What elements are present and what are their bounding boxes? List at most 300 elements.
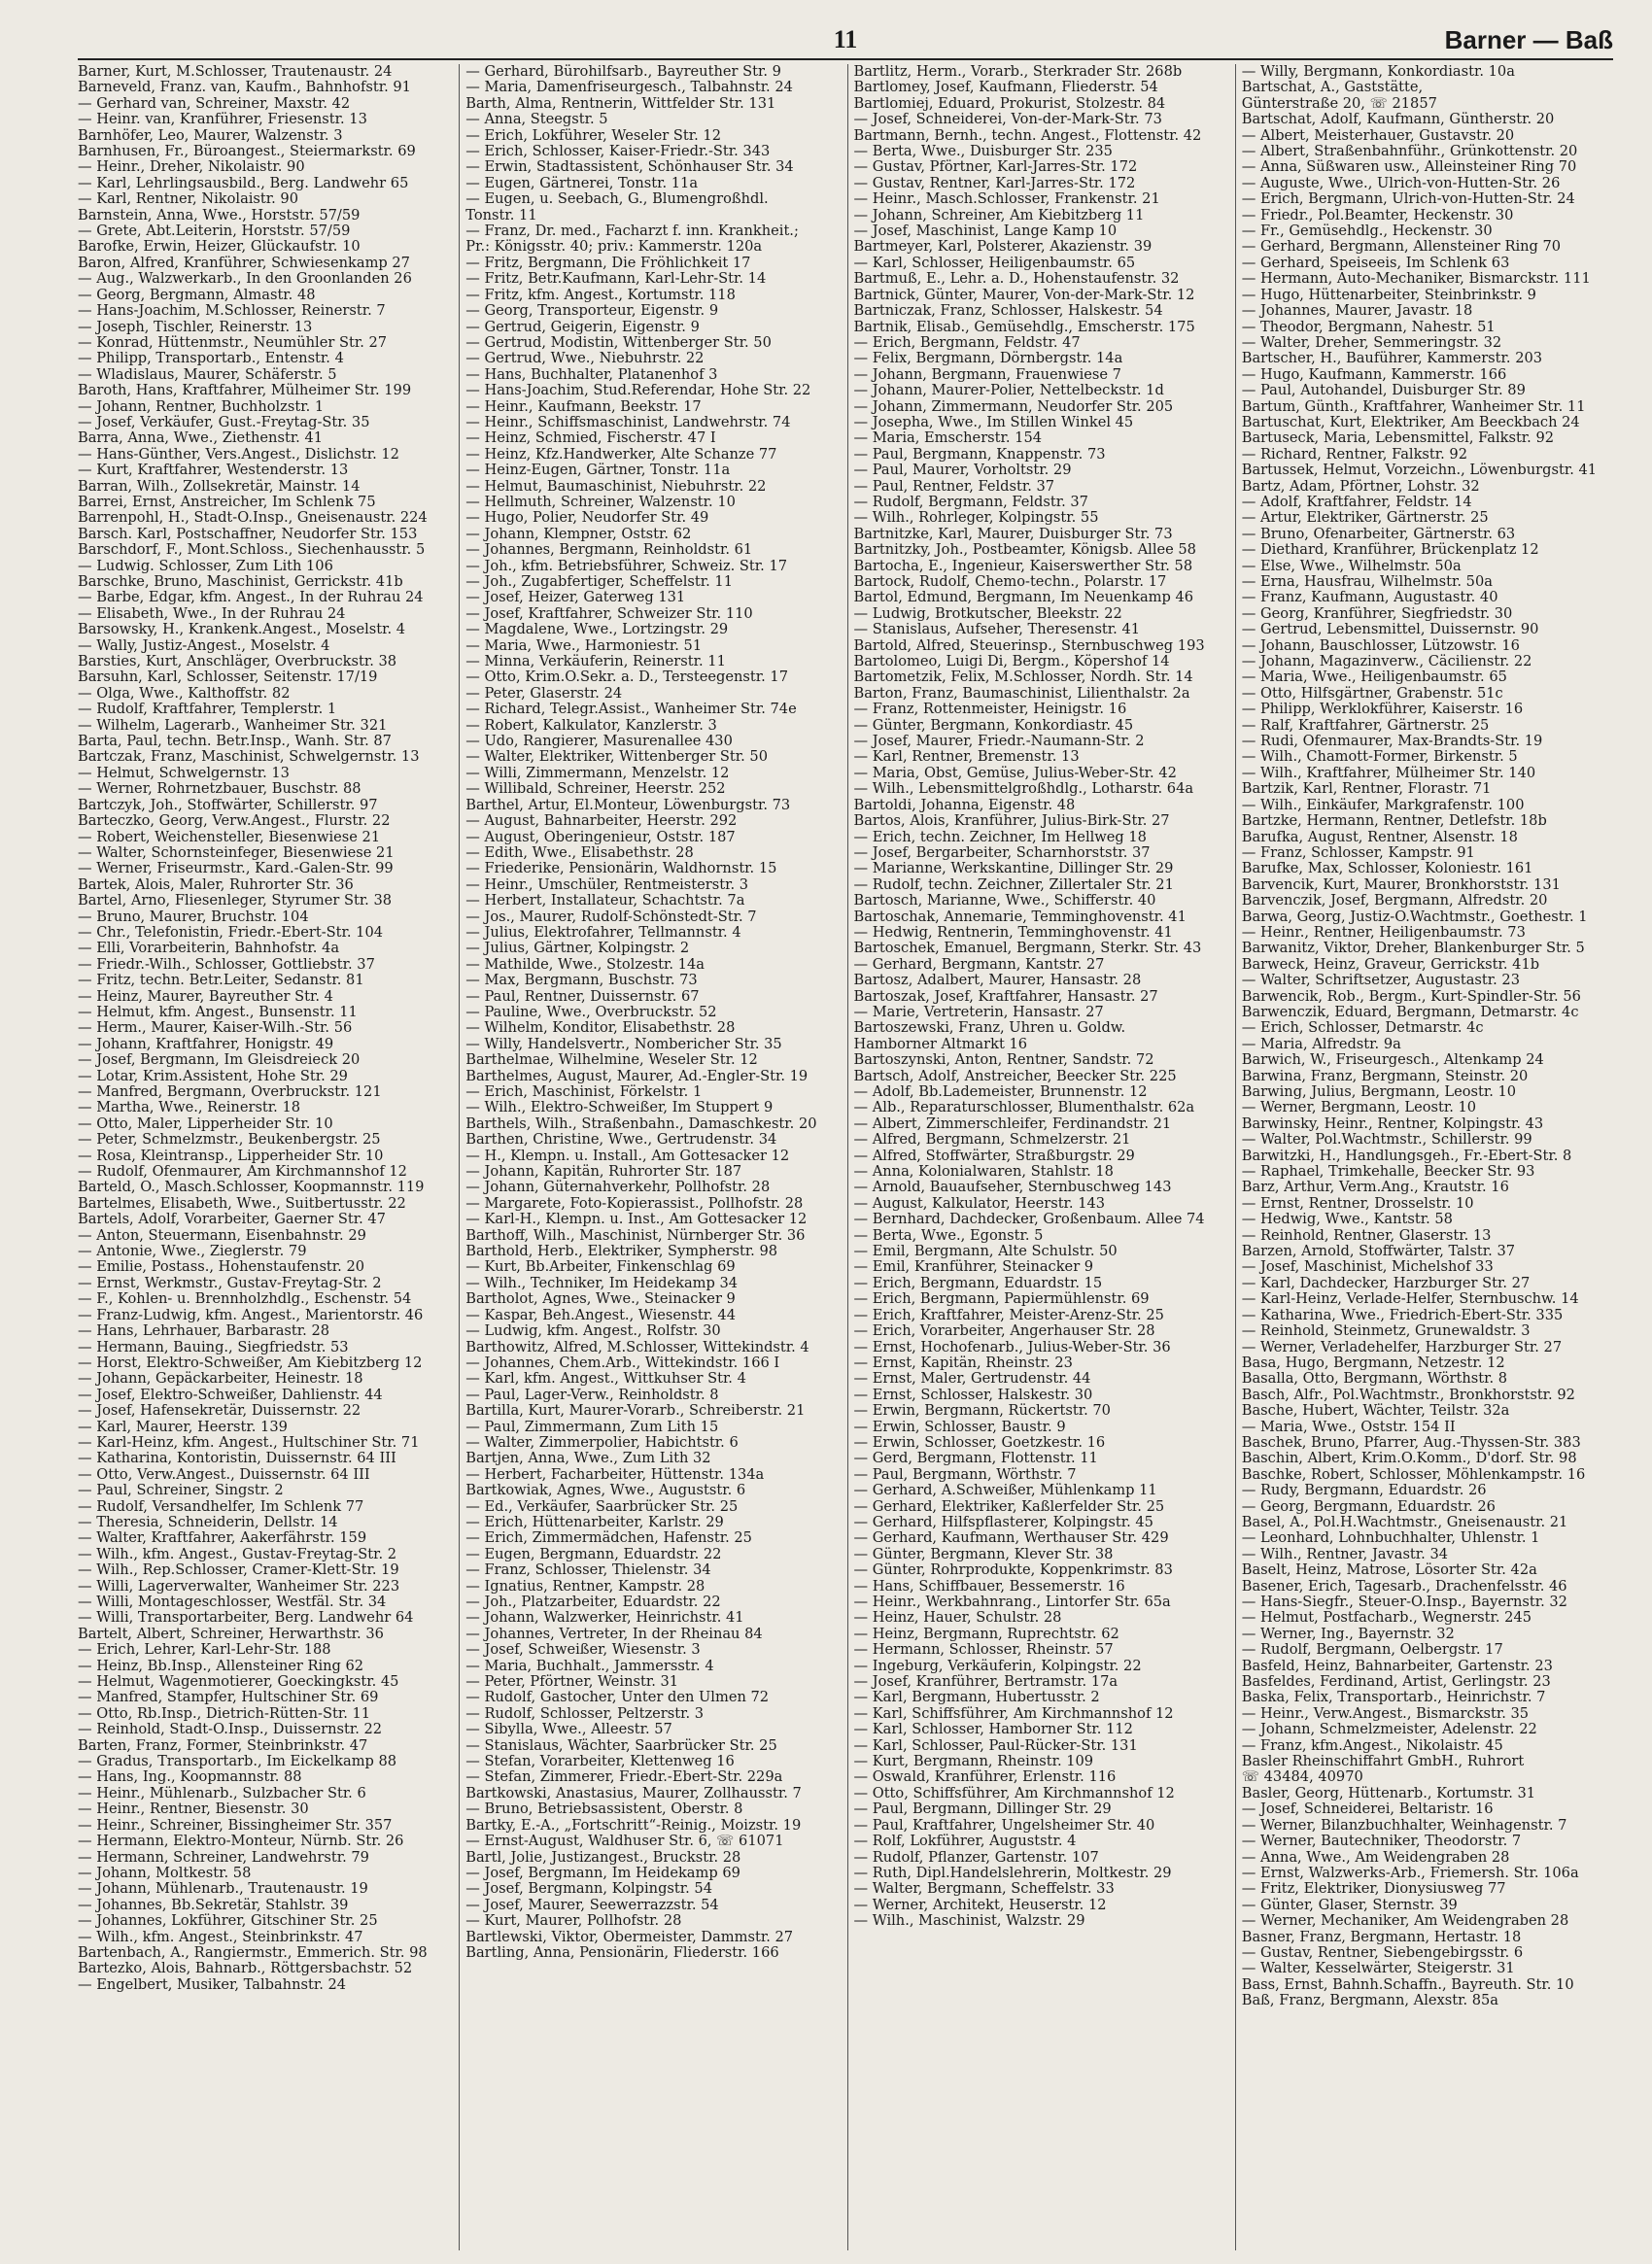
- directory-entry: — Erwin, Schlosser, Baustr. 9: [853, 1419, 1066, 1435]
- directory-entry: — Walter, Bergmann, Scheffelstr. 33: [853, 1881, 1115, 1898]
- directory-entry: — Paul, Rentner, Feldstr. 37: [853, 478, 1055, 495]
- directory-entry: — Grete, Abt.Leiterin, Horststr. 57/59: [78, 223, 351, 240]
- directory-entry: — Maria, Emscherstr. 154: [853, 430, 1043, 447]
- directory-entry: — Anna, Steegstr. 5: [465, 112, 608, 128]
- directory-entry: Barthelmae, Wilhelmine, Weseler Str. 12: [465, 1052, 758, 1069]
- directory-entry: — Werner, Bautechniker, Theodorstr. 7: [1241, 1834, 1522, 1850]
- directory-entry: Bartlitz, Herm., Vorarb., Sterkrader Str. 268b: [853, 64, 1183, 80]
- directory-entry: Bartmuß, E., Lehr. a. D., Hohenstaufenstr. 32: [853, 271, 1180, 288]
- directory-entry: — Eugen, u. Seebach, G., Blumengroßhdl.: [465, 191, 769, 208]
- directory-entry: — Paul, Zimmermann, Zum Lith 15: [465, 1419, 719, 1435]
- directory-entry: — Manfred, Bergmann, Overbruckstr. 121: [78, 1084, 382, 1100]
- directory-entry: — Johann, Kapitän, Ruhrorter Str. 187: [465, 1164, 742, 1181]
- directory-entry: — Gertrud, Lebensmittel, Duissernstr. 90: [1241, 622, 1539, 638]
- directory-entry: — Rosa, Kleintransp., Lipperheider Str. 10: [78, 1148, 384, 1164]
- directory-entry: — Maria, Obst, Gemüse, Julius-Weber-Str. 42: [853, 765, 1177, 781]
- directory-entry: — Erich, Schlosser, Detmarstr. 4c: [1241, 1020, 1484, 1037]
- directory-entry: — Erich, Lokführer, Weseler Str. 12: [465, 127, 721, 144]
- directory-entry: Barteld, O., Masch.Schlosser, Koopmannstr. 119: [78, 1180, 425, 1196]
- directory-entry: — Erich, Maschinist, Förkelstr. 1: [465, 1084, 703, 1100]
- directory-entry: — Olga, Wwe., Kalthoffstr. 82: [78, 685, 291, 702]
- directory-entry: — Alfred, Stoffwärter, Straßburgstr. 29: [853, 1148, 1135, 1164]
- directory-entry: — Werner, Ing., Bayernstr. 32: [1241, 1626, 1455, 1642]
- directory-entry: — Ralf, Kraftfahrer, Gärtnerstr. 25: [1241, 717, 1490, 734]
- directory-entry: — Wilh., Rentner, Javastr. 34: [1241, 1546, 1449, 1562]
- directory-entry: — Johann, Moltkestr. 58: [78, 1865, 252, 1881]
- directory-entry: Baschin, Albert, Krim.O.Komm., D'dorf. Str. 98: [1241, 1451, 1577, 1467]
- directory-entry: — Wilh., Rohrleger, Kolpingstr. 55: [853, 510, 1099, 527]
- directory-entry: — Albert, Straßenbahnführ., Grünkottenstr. 20: [1241, 144, 1578, 160]
- directory-entry: — Gerd, Bergmann, Flottenstr. 11: [853, 1451, 1098, 1467]
- directory-entry: — Herbert, Installateur, Schachtstr. 7a: [465, 893, 745, 909]
- directory-entry: — Barbe, Edgar, kfm. Angest., In der Ruhrau 24: [78, 590, 424, 606]
- directory-entry: — Stefan, Zimmerer, Friedr.-Ebert-Str. 229a: [465, 1769, 783, 1786]
- directory-entry: — Gertrud, Wwe., Niebuhrstr. 22: [465, 351, 705, 367]
- column-2: [459, 64, 837, 2250]
- directory-entry: Barvenczik, Josef, Bergmann, Alfredstr. 20: [1241, 893, 1548, 909]
- directory-entry: — Stanislaus, Wächter, Saarbrücker Str. 25: [465, 1737, 777, 1754]
- directory-entry: Barthen, Christine, Wwe., Gertrudenstr. 34: [465, 1132, 777, 1149]
- directory-entry: Pr.: Königsstr. 40; priv.: Kammerstr. 120a: [465, 239, 763, 256]
- directory-entry: — Gertrud, Modistin, Wittenberger Str. 50: [465, 334, 772, 351]
- directory-entry: — Antonie, Wwe., Zieglerstr. 79: [78, 1244, 307, 1260]
- directory-entry: — Rudi, Ofenmaurer, Max-Brandts-Str. 19: [1241, 734, 1543, 750]
- directory-entry: — Karl, Rentner, Bremenstr. 13: [853, 749, 1080, 766]
- directory-entry: Bartkowski, Anastasius, Maurer, Zollhausstr. 7: [465, 1785, 802, 1801]
- directory-entry: — Hugo, Polier, Neudorfer Str. 49: [465, 510, 709, 527]
- directory-entry: — Erich, Kraftfahrer, Meister-Arenz-Str. 25: [853, 1307, 1164, 1323]
- directory-entry: — Walter, Kesselwärter, Steigerstr. 31: [1241, 1961, 1515, 1977]
- directory-entry: — August, Oberingenieur, Oststr. 187: [465, 829, 736, 845]
- directory-entry: — Arnold, Bauaufseher, Sternbuschweg 143: [853, 1180, 1172, 1196]
- directory-entry: — Hermann, Elektro-Monteur, Nürnb. Str. 26: [78, 1834, 404, 1850]
- page-number: 11: [833, 25, 858, 53]
- directory-entry: — Erich, Hüttenarbeiter, Karlstr. 29: [465, 1514, 724, 1530]
- directory-entry: — Ludwig. Schlosser, Zum Lith 106: [78, 558, 333, 574]
- directory-entry: — Stanislaus, Aufseher, Theresenstr. 41: [853, 622, 1141, 638]
- directory-entry: — Georg, Transporteur, Eigenstr. 9: [465, 303, 719, 320]
- directory-entry: — Georg, Bergmann, Eduardstr. 26: [1241, 1498, 1496, 1515]
- directory-entry: — Maria, Alfredstr. 9a: [1241, 1036, 1401, 1052]
- directory-entry: — Edith, Wwe., Elisabethstr. 28: [465, 844, 694, 861]
- directory-entry: — Gerhard, Elektriker, Kaßlerfelder Str. 25: [853, 1498, 1165, 1515]
- directory-entry: — Emilie, Postass., Hohenstaufenstr. 20: [78, 1259, 365, 1276]
- directory-entry: — Ernst, Schlosser, Halskestr. 30: [853, 1387, 1093, 1403]
- directory-entry: — Johannes, Lokführer, Gitschiner Str. 25: [78, 1913, 378, 1930]
- directory-entry: — Lotar, Krim.Assistent, Hohe Str. 29: [78, 1068, 348, 1084]
- directory-entry: — Wilhelm, Konditor, Elisabethstr. 28: [465, 1020, 736, 1037]
- directory-entry: — Rudolf, Bergmann, Feldstr. 37: [853, 494, 1088, 510]
- directory-entry: — Johann, Walzwerker, Heinrichstr. 41: [465, 1610, 744, 1627]
- directory-entry: — Marie, Vertreterin, Hansastr. 27: [853, 1004, 1104, 1020]
- directory-entry: — Maria, Damenfriseurgesch., Talbahnstr. 24: [465, 80, 793, 96]
- directory-entry: Barufke, Max, Schlosser, Koloniestr. 161: [1241, 861, 1533, 877]
- directory-entry: Basche, Hubert, Wächter, Teilstr. 32a: [1241, 1403, 1510, 1420]
- directory-entry: Barthel, Artur, El.Monteur, Löwenburgstr. 73: [465, 797, 791, 813]
- directory-entry: — Rudolf, Versandhelfer, Im Schlenk 77: [78, 1498, 364, 1515]
- directory-entry: Bartscher, H., Bauführer, Kammerstr. 203: [1241, 351, 1543, 367]
- directory-entry: — Albert, Meisterhauer, Gustavstr. 20: [1241, 127, 1515, 144]
- directory-entry: — Fritz, kfm. Angest., Kortumstr. 118: [465, 287, 736, 303]
- directory-entry: Bartelmes, Elisabeth, Wwe., Suitbertusstr. 22: [78, 1195, 406, 1212]
- directory-entry: — Josef, Bergarbeiter, Scharnhorststr. 37: [853, 844, 1151, 861]
- directory-entry: — Franz, kfm.Angest., Nikolaistr. 45: [1241, 1737, 1503, 1754]
- directory-entry: — Rolf, Lokführer, Auguststr. 4: [853, 1834, 1077, 1850]
- directory-entry: — Rudolf, Kraftfahrer, Templerstr. 1: [78, 702, 337, 718]
- directory-entry: Günterstraße 20, ☏ 21857: [1241, 95, 1437, 112]
- directory-entry: — Ignatius, Rentner, Kampstr. 28: [465, 1578, 706, 1595]
- directory-entry: — Karl-Heinz, kfm. Angest., Hultschiner Str. 71: [78, 1434, 420, 1451]
- directory-entry: — Friedr.-Wilh., Schlosser, Gottliebstr. 37: [78, 956, 375, 973]
- directory-entry: — Hans, Schiffbauer, Bessemerstr. 16: [853, 1578, 1125, 1595]
- directory-entry: Barwing, Julius, Bergmann, Leostr. 10: [1241, 1084, 1517, 1100]
- directory-entry: — Heinz, Kfz.Handwerker, Alte Schanze 77: [465, 446, 777, 463]
- directory-entry: — Josepha, Wwe., Im Stillen Winkel 45: [853, 414, 1134, 430]
- directory-entry: Barth, Alma, Rentnerin, Wittfelder Str. 131: [465, 95, 776, 112]
- directory-entry: — Friedr., Pol.Beamter, Heckenstr. 30: [1241, 207, 1514, 223]
- directory-entry: — Erich, Lehrer, Karl-Lehr-Str. 188: [78, 1642, 331, 1659]
- directory-entry: Barton, Franz, Baumaschinist, Lilienthalstr. 2a: [853, 685, 1190, 702]
- directory-entry: Basa, Hugo, Bergmann, Netzestr. 12: [1241, 1355, 1505, 1371]
- directory-entry: — Günter, Glaser, Sternstr. 39: [1241, 1897, 1458, 1913]
- directory-entry: — Bruno, Ofenarbeiter, Gärtnerstr. 63: [1241, 526, 1516, 542]
- directory-entry: Bartilla, Kurt, Maurer-Vorarb., Schreiberstr. 21: [465, 1403, 806, 1420]
- directory-entry: Bartol, Edmund, Bergmann, Im Neuenkamp 46: [853, 590, 1194, 606]
- directory-entry: — Josef, Bergmann, Im Gleisdreieck 20: [78, 1052, 361, 1069]
- directory-entry: — Paul, Autohandel, Duisburger Str. 89: [1241, 383, 1526, 399]
- directory-entry: — Georg, Kranführer, Siegfriedstr. 30: [1241, 605, 1513, 622]
- directory-entry: Bartzke, Hermann, Rentner, Detlefstr. 18b: [1241, 813, 1547, 830]
- directory-entry: Barweck, Heinz, Graveur, Gerrickstr. 41b: [1241, 956, 1540, 973]
- directory-entry: — Heinr., Rentner, Heiligenbaumstr. 73: [1241, 924, 1526, 941]
- directory-entry: — Ruth, Dipl.Handelslehrerin, Moltkestr. 29: [853, 1865, 1172, 1881]
- directory-entry: — Walter, Schornsteinfeger, Biesenwiese 21: [78, 844, 395, 861]
- directory-entry: — Josef, Kranführer, Bertramstr. 17a: [853, 1674, 1119, 1691]
- directory-entry: Bartoszak, Josef, Kraftfahrer, Hansastr. 27: [853, 988, 1158, 1005]
- directory-entry: — Emil, Kranführer, Steinacker 9: [853, 1259, 1094, 1276]
- directory-entry: — Elli, Vorarbeiterin, Bahnhofstr. 4a: [78, 941, 340, 957]
- directory-entry: Barufka, August, Rentner, Alsenstr. 18: [1241, 829, 1518, 845]
- directory-entry: — Josef, Bergmann, Im Heidekamp 69: [465, 1865, 740, 1881]
- directory-entry: — Minna, Verkäuferin, Reinerstr. 11: [465, 654, 726, 670]
- directory-entry: — Wilh., Kraftfahrer, Mülheimer Str. 140: [1241, 765, 1536, 781]
- directory-entry: — Walter, Zimmerpolier, Habichtstr. 6: [465, 1434, 739, 1451]
- directory-entry: — Ernst, Walzwerks-Arb., Friemersh. Str. 106a: [1241, 1865, 1579, 1881]
- directory-entry: — Werner, Bilanzbuchhalter, Weinhagenstr. 7: [1241, 1817, 1567, 1834]
- directory-entry: — Ernst, Werkmstr., Gustav-Freytag-Str. 2: [78, 1275, 382, 1291]
- directory-entry: Bartlewski, Viktor, Obermeister, Dammstr. 27: [465, 1929, 794, 1945]
- directory-entry: — Kurt, Maurer, Pollhofstr. 28: [465, 1913, 682, 1930]
- directory-entry: — Artur, Elektriker, Gärtnerstr. 25: [1241, 510, 1489, 527]
- directory-entry: Barvencik, Kurt, Maurer, Bronkhorststr. 131: [1241, 876, 1561, 893]
- directory-entry: Bartschat, A., Gaststätte,: [1241, 80, 1424, 96]
- directory-entry: — Werner, Architekt, Heuserstr. 12: [853, 1897, 1107, 1913]
- directory-entry: — Hermann, Schreiner, Landwehrstr. 79: [78, 1849, 369, 1866]
- directory-entry: — Stefan, Vorarbeiter, Klettenweg 16: [465, 1754, 735, 1770]
- directory-entry: Barnstein, Anna, Wwe., Horststr. 57/59: [78, 207, 361, 223]
- directory-entry: Basalla, Otto, Bergmann, Wörthstr. 8: [1241, 1371, 1508, 1388]
- directory-entry: Barta, Paul, techn. Betr.Insp., Wanh. Str. 87: [78, 734, 392, 750]
- directory-entry: — Joh., Zugabfertiger, Scheffelstr. 11: [465, 574, 733, 590]
- directory-entry: — Josef, Elektro-Schweißer, Dahlienstr. 44: [78, 1387, 383, 1403]
- directory-entry: — Gerhard van, Schreiner, Maxstr. 42: [78, 95, 351, 112]
- directory-entry: Bartosch, Marianne, Wwe., Schifferstr. 40: [853, 893, 1156, 909]
- directory-entry: Bass, Ernst, Bahnh.Schaffn., Bayreuth. Str. 10: [1241, 1976, 1574, 1993]
- directory-entry: Bartum, Günth., Kraftfahrer, Wanheimer Str. 11: [1241, 398, 1586, 415]
- directory-entry: — Marianne, Werkskantine, Dillinger Str. 29: [853, 861, 1174, 877]
- directory-entry: — Josef, Schneiderei, Beltaristr. 16: [1241, 1801, 1494, 1818]
- directory-entry: — Ingeburg, Verkäuferin, Kolpingstr. 22: [853, 1658, 1142, 1674]
- directory-entry: — Berta, Wwe., Egonstr. 5: [853, 1227, 1044, 1244]
- directory-entry: — Helmut, Wagenmotierer, Goeckingkstr. 45: [78, 1674, 399, 1691]
- directory-entry: — Werner, Verladehelfer, Harzburger Str. 27: [1241, 1339, 1563, 1355]
- directory-entry: Basch, Alfr., Pol.Wachtmstr., Bronkhorststr. 92: [1241, 1387, 1575, 1403]
- directory-entry: — Theresia, Schneiderin, Dellstr. 14: [78, 1514, 338, 1530]
- directory-entry: — Johannes, Chem.Arb., Wittekindstr. 166 I: [465, 1355, 780, 1371]
- directory-entry: — Rudolf, Schlosser, Peltzerstr. 3: [465, 1705, 705, 1722]
- directory-entry: — Anna, Kolonialwaren, Stahlstr. 18: [853, 1164, 1114, 1181]
- directory-entry: — Margarete, Foto-Kopierassist., Pollhofstr. 28: [465, 1195, 804, 1212]
- directory-entry: — Johann, Mühlenarb., Trautenaustr. 19: [78, 1881, 368, 1898]
- directory-entry: — Hans-Joachim, M.Schlosser, Reinerstr. 7: [78, 303, 386, 320]
- directory-entry: — Julius, Gärtner, Kolpingstr. 2: [465, 941, 690, 957]
- directory-entry: — Alfred, Bergmann, Schmelzerstr. 21: [853, 1132, 1131, 1149]
- directory-entry: — Wilh., Einkäufer, Markgrafenstr. 100: [1241, 797, 1525, 813]
- directory-entry: — Peter, Pförtner, Weinstr. 31: [465, 1674, 679, 1691]
- directory-entry: — Erich, Bergmann, Feldstr. 47: [853, 334, 1081, 351]
- directory-entry: — Ernst-August, Waldhuser Str. 6, ☏ 61071: [465, 1834, 784, 1850]
- directory-entry: — Erich, Schlosser, Kaiser-Friedr.-Str. 343: [465, 144, 771, 160]
- directory-entry: Barthelmes, August, Maurer, Ad.-Engler-Str. 19: [465, 1068, 809, 1084]
- directory-entry: Bartmeyer, Karl, Polsterer, Akazienstr. 39: [853, 239, 1153, 256]
- directory-entry: — Alb., Reparaturschlosser, Blumenthalstr. 62a: [853, 1100, 1195, 1116]
- directory-entry: — Otto, Hilfsgärtner, Grabenstr. 51c: [1241, 685, 1503, 702]
- directory-entry: — Oswald, Kranführer, Erlenstr. 116: [853, 1769, 1117, 1786]
- directory-entry: — Gerhard, A.Schweißer, Mühlenkamp 11: [853, 1483, 1157, 1499]
- directory-entry: — Helmut, Baumaschinist, Niebuhrstr. 22: [465, 478, 767, 495]
- directory-entry: Baschek, Bruno, Pfarrer, Aug.-Thyssen-Str. 383: [1241, 1434, 1581, 1451]
- directory-entry: — Gustav, Rentner, Karl-Jarres-Str. 172: [853, 175, 1136, 191]
- directory-entry: — Günter, Bergmann, Konkordiastr. 45: [853, 717, 1134, 734]
- directory-entry: — Heinz, Bb.Insp., Allensteiner Ring 62: [78, 1658, 364, 1674]
- directory-entry: — Felix, Bergmann, Dörnbergstr. 14a: [853, 351, 1123, 367]
- directory-entry: — Helmut, kfm. Angest., Bunsenstr. 11: [78, 1004, 358, 1020]
- directory-entry: — Heinr., Masch.Schlosser, Frankenstr. 21: [853, 191, 1160, 208]
- directory-entry: — Gerhard, Bergmann, Kantstr. 27: [853, 956, 1105, 973]
- directory-entry: — Bruno, Maurer, Bruchstr. 104: [78, 909, 309, 925]
- directory-entry: Bartkowiak, Agnes, Wwe., Auguststr. 6: [465, 1483, 746, 1499]
- directory-entry: Bartjen, Anna, Wwe., Zum Lith 32: [465, 1451, 711, 1467]
- directory-entry: Bartoschak, Annemarie, Temminghovenstr. 41: [853, 909, 1187, 925]
- directory-entry: — Otto, Rb.Insp., Dietrich-Rütten-Str. 11: [78, 1705, 371, 1722]
- directory-entry: Bartock, Rudolf, Chemo-techn., Polarstr. 17: [853, 574, 1167, 590]
- directory-entry: — Karl-Heinz, Verlade-Helfer, Sternbuschw. 14: [1241, 1291, 1579, 1308]
- directory-entry: Barwencik, Rob., Bergm., Kurt-Spindler-Str. 56: [1241, 988, 1581, 1005]
- directory-entry: — Konrad, Hüttenmstr., Neumühler Str. 27: [78, 334, 388, 351]
- directory-entry: Bartky, E.-A., „Fortschritt“-Reinig., Moizstr. 19: [465, 1817, 802, 1834]
- directory-entry: Barthels, Wilh., Straßenbahn., Damaschkestr. 20: [465, 1115, 817, 1132]
- directory-entry: — Johann, Bauschlosser, Lützowstr. 16: [1241, 637, 1520, 654]
- directory-entry: Bartlomiej, Eduard, Prokurist, Stolzestr. 84: [853, 95, 1166, 112]
- directory-entry: — Walter, Dreher, Semmeringstr. 32: [1241, 334, 1502, 351]
- directory-entry: — August, Bahnarbeiter, Heerstr. 292: [465, 813, 738, 830]
- directory-entry: — Martha, Wwe., Reinerstr. 18: [78, 1100, 301, 1116]
- directory-entry: — Mathilde, Wwe., Stolzestr. 14a: [465, 956, 705, 973]
- directory-entry: — Kurt, Kraftfahrer, Westenderstr. 13: [78, 463, 349, 479]
- directory-entry: — Hans-Joachim, Stud.Referendar, Hohe Str. 22: [465, 383, 811, 399]
- directory-entry: — Peter, Schmelzmstr., Beukenbergstr. 25: [78, 1132, 381, 1149]
- directory-entry: Bartsch, Adolf, Anstreicher, Beecker Str. 225: [853, 1068, 1177, 1084]
- directory-entry: — Hedwig, Rentnerin, Temminghovenstr. 41: [853, 924, 1173, 941]
- directory-entry: — Josef, Maurer, Friedr.-Naumann-Str. 2: [853, 734, 1145, 750]
- directory-entry: — Peter, Glaserstr. 24: [465, 685, 623, 702]
- directory-entry: — Gerhard, Hilfspflasterer, Kolpingstr. 45: [853, 1514, 1153, 1530]
- directory-entry: Bartel, Arno, Fliesenleger, Styrumer Str. 38: [78, 893, 393, 909]
- directory-entry: Basner, Franz, Bergmann, Hertastr. 18: [1241, 1929, 1522, 1945]
- column-3: [847, 64, 1225, 2250]
- directory-entry: — Willi, Montageschlosser, Westfäl. Str. 34: [78, 1595, 387, 1610]
- directory-entry: — Albert, Zimmerschleifer, Ferdinandstr. 21: [853, 1115, 1172, 1132]
- directory-entry: — Magdalene, Wwe., Lortzingstr. 29: [465, 622, 729, 638]
- directory-entry: Bartschat, Adolf, Kaufmann, Güntherstr. 20: [1241, 112, 1555, 128]
- directory-entry: — Philipp, Werklokführer, Kaiserstr. 16: [1241, 702, 1524, 718]
- directory-entry: — Heinr., Werkbahnrang., Lintorfer Str. 65a: [853, 1595, 1171, 1610]
- directory-entry: Barz, Arthur, Verm.Ang., Krautstr. 16: [1241, 1180, 1509, 1196]
- directory-entry: — Josef, Heizer, Gaterweg 131: [465, 590, 686, 606]
- directory-entry: — Hans, Buchhalter, Platanenhof 3: [465, 366, 718, 383]
- directory-entry: — Paul, Bergmann, Knappenstr. 73: [853, 446, 1106, 463]
- directory-entry: — Sibylla, Wwe., Alleestr. 57: [465, 1722, 672, 1738]
- directory-entry: — Werner, Friseurmstr., Kard.-Galen-Str. 99: [78, 861, 394, 877]
- directory-entry: Barten, Franz, Former, Steinbrinkstr. 47: [78, 1737, 368, 1754]
- directory-entry: Basener, Erich, Tagesarb., Drachenfelsstr. 46: [1241, 1578, 1567, 1595]
- directory-entry: Barnhöfer, Leo, Maurer, Walzenstr. 3: [78, 127, 343, 144]
- directory-entry: — Wilh., kfm. Angest., Gustav-Freytag-Str. 2: [78, 1546, 397, 1562]
- directory-entry: — Hellmuth, Schreiner, Walzenstr. 10: [465, 494, 736, 510]
- directory-entry: Barneveld, Franz. van, Kaufm., Bahnhofstr. 91: [78, 80, 411, 96]
- directory-entry: — Hans, Ing., Koopmannstr. 88: [78, 1769, 302, 1786]
- directory-entry: Bartosz, Adalbert, Maurer, Hansastr. 28: [853, 973, 1142, 989]
- directory-entry: — Elisabeth, Wwe., In der Ruhrau 24: [78, 605, 346, 622]
- directory-entry: — Horst, Elektro-Schweißer, Am Kiebitzberg 12: [78, 1355, 423, 1371]
- directory-entry: — Erich, Bergmann, Ulrich-von-Hutten-Str. 24: [1241, 191, 1575, 208]
- directory-entry: — Willy, Handelsvertr., Nombericher Str. 35: [465, 1036, 782, 1052]
- directory-entry: — Fritz, Bergmann, Die Fröhlichkeit 17: [465, 255, 751, 271]
- directory-entry: — Helmut, Schwelgernstr. 13: [78, 765, 290, 781]
- directory-entry: — Erich, Bergmann, Eduardstr. 15: [853, 1275, 1103, 1291]
- directory-columns: [78, 64, 1613, 2250]
- directory-entry: — Wally, Justiz-Angest., Moselstr. 4: [78, 637, 330, 654]
- directory-entry: Barofke, Erwin, Heizer, Glückaufstr. 10: [78, 239, 361, 256]
- directory-entry: — Werner, Mechaniker, Am Weidengraben 28: [1241, 1913, 1569, 1930]
- directory-entry: — Franz-Ludwig, kfm. Angest., Marientorstr. 46: [78, 1307, 424, 1323]
- directory-entry: — Johann, Magazinverw., Cäcilienstr. 22: [1241, 654, 1532, 670]
- directory-entry: Bartczyk, Joh., Stoffwärter, Schillerstr. 97: [78, 797, 378, 813]
- directory-entry: — Walter, Elektriker, Wittenberger Str. 50: [465, 749, 768, 766]
- directory-entry: — Ed., Verkäufer, Saarbrücker Str. 25: [465, 1498, 739, 1515]
- directory-entry: — Heinr., Schiffsmaschinist, Landwehrstr. 74: [465, 414, 791, 430]
- directory-entry: — Hermann, Auto-Mechaniker, Bismarckstr. 111: [1241, 271, 1591, 288]
- directory-entry: Barthowitz, Alfred, M.Schlosser, Wittekindstr. 4: [465, 1339, 809, 1355]
- directory-entry: — Josef, Maurer, Seewerrazzstr. 54: [465, 1897, 719, 1913]
- directory-entry: Bartoszynski, Anton, Rentner, Sandstr. 72: [853, 1052, 1154, 1069]
- directory-entry: — Gustav, Rentner, Siebengebirgsstr. 6: [1241, 1944, 1524, 1961]
- directory-entry: — Willy, Bergmann, Konkordiastr. 10a: [1241, 64, 1515, 80]
- directory-entry: — Wilh., Techniker, Im Heidekamp 34: [465, 1275, 739, 1291]
- column-4: [1235, 64, 1613, 2250]
- directory-entry: — Hugo, Hüttenarbeiter, Steinbrinkstr. 9: [1241, 287, 1536, 303]
- directory-entry: — Otto, Verw.Angest., Duissernstr. 64 III: [78, 1466, 370, 1483]
- directory-entry: — Herbert, Facharbeiter, Hüttenstr. 134a: [465, 1466, 765, 1483]
- directory-entry: — Kaspar, Beh.Angest., Wiesenstr. 44: [465, 1307, 737, 1323]
- directory-entry: Barner, Kurt, M.Schlosser, Trautenaustr. 24: [78, 64, 393, 80]
- directory-entry: — Johannes, Maurer, Javastr. 18: [1241, 303, 1473, 320]
- directory-entry: — Heinz, Maurer, Bayreuther Str. 4: [78, 988, 333, 1005]
- directory-entry: — Gerhard, Kaufmann, Werthauser Str. 429: [853, 1530, 1169, 1547]
- directory-entry: — Chr., Telefonistin, Friedr.-Ebert-Str. 104: [78, 924, 384, 941]
- directory-entry: — Friederike, Pensionärin, Waldhornstr. 15: [465, 861, 777, 877]
- directory-entry: Barwanitz, Viktor, Dreher, Blankenburger Str. 5: [1241, 941, 1585, 957]
- directory-entry: — Paul, Lager-Verw., Reinholdstr. 8: [465, 1387, 719, 1403]
- directory-entry: — Wilh., Maschinist, Walzstr. 29: [853, 1913, 1085, 1930]
- directory-entry: — Heinr., Dreher, Nikolaistr. 90: [78, 159, 305, 176]
- directory-entry: — Otto, Krim.O.Sekr. a. D., Tersteegenstr. 17: [465, 669, 789, 686]
- directory-entry: Barzen, Arnold, Stoffwärter, Talstr. 37: [1241, 1244, 1516, 1260]
- directory-entry: — Heinr., Verw.Angest., Bismarckstr. 35: [1241, 1705, 1530, 1722]
- directory-entry: Baß, Franz, Bergmann, Alexstr. 85a: [1241, 1993, 1499, 2009]
- directory-entry: — Willi, Transportarbeiter, Berg. Landwehr 64: [78, 1610, 414, 1627]
- directory-entry: Barwitzki, H., Handlungsgeh., Fr.-Ebert-Str. 8: [1241, 1148, 1572, 1164]
- directory-entry: Hamborner Altmarkt 16: [853, 1036, 1028, 1052]
- directory-entry: Barrenpohl, H., Stadt-O.Insp., Gneisenaustr. 224: [78, 510, 428, 527]
- directory-entry: — Josef, Schneiderei, Von-der-Mark-Str. 73: [853, 112, 1162, 128]
- directory-entry: — Franz, Schlosser, Kampstr. 91: [1241, 844, 1475, 861]
- directory-entry: Bartuseck, Maria, Lebensmittel, Falkstr. 92: [1241, 430, 1555, 447]
- directory-entry: — August, Kalkulator, Heerstr. 143: [853, 1195, 1106, 1212]
- directory-entry: — Erna, Hausfrau, Wilhelmstr. 50a: [1241, 574, 1493, 590]
- directory-entry: — Maria, Wwe., Oststr. 154 II: [1241, 1419, 1456, 1435]
- directory-entry: — Aug., Walzwerkarb., In den Groonlanden 26: [78, 271, 412, 288]
- directory-entry: Basfeld, Heinz, Bahnarbeiter, Gartenstr. 23: [1241, 1658, 1553, 1674]
- directory-entry: Barra, Anna, Wwe., Ziethenstr. 41: [78, 430, 324, 447]
- directory-entry: — Johannes, Bergmann, Reinholdstr. 61: [465, 542, 753, 559]
- directory-entry: — Karl, Bergmann, Hubertusstr. 2: [853, 1690, 1100, 1706]
- directory-entry: — Johann, Gepäckarbeiter, Heinestr. 18: [78, 1371, 363, 1388]
- directory-entry: — Helmut, Postfacharb., Wegnerstr. 245: [1241, 1610, 1532, 1627]
- directory-entry: Barwinsky, Heinr., Rentner, Kolpingstr. 43: [1241, 1115, 1544, 1132]
- directory-entry: — Katharina, Kontoristin, Duissernstr. 64 III: [78, 1451, 396, 1467]
- directory-entry: Tonstr. 11: [465, 207, 537, 223]
- directory-entry: — Karl, kfm. Angest., Wittkuhser Str. 4: [465, 1371, 746, 1388]
- directory-entry: — Kurt, Bb.Arbeiter, Finkenschlag 69: [465, 1259, 736, 1276]
- directory-entry: — Ernst, Maler, Gertrudenstr. 44: [853, 1371, 1091, 1388]
- directory-entry: — Bernhard, Dachdecker, Großenbaum. Allee 74: [853, 1212, 1205, 1228]
- directory-entry: — Walter, Pol.Wachtmstr., Schillerstr. 99: [1241, 1132, 1532, 1149]
- running-head: Barner — Baß: [1444, 25, 1613, 54]
- directory-entry: Basler Rheinschiffahrt GmbH., Ruhrort: [1241, 1754, 1525, 1770]
- directory-entry: — Hans-Siegfr., Steuer-O.Insp., Bayernstr. 32: [1241, 1595, 1567, 1610]
- directory-entry: Basel, A., Pol.H.Wachtmstr., Gneisenaustr. 21: [1241, 1514, 1568, 1530]
- directory-entry: — Franz, Rottenmeister, Heinigstr. 16: [853, 702, 1127, 718]
- directory-entry: — Gertrud, Geigerin, Eigenstr. 9: [465, 319, 700, 335]
- directory-entry: — Hedwig, Wwe., Kantstr. 58: [1241, 1212, 1453, 1228]
- directory-entry: Bartek, Alois, Maler, Ruhrorter Str. 36: [78, 876, 354, 893]
- directory-entry: — Willi, Lagerverwalter, Wanheimer Str. 223: [78, 1578, 400, 1595]
- directory-entry: — Eugen, Gärtnerei, Tonstr. 11a: [465, 175, 699, 191]
- directory-entry: — Joseph, Tischler, Reinerstr. 13: [78, 319, 313, 335]
- directory-entry: — Heinr., Mühlenarb., Sulzbacher Str. 6: [78, 1785, 366, 1801]
- directory-entry: Bartezko, Alois, Bahnarb., Röttgersbachstr. 52: [78, 1961, 413, 1977]
